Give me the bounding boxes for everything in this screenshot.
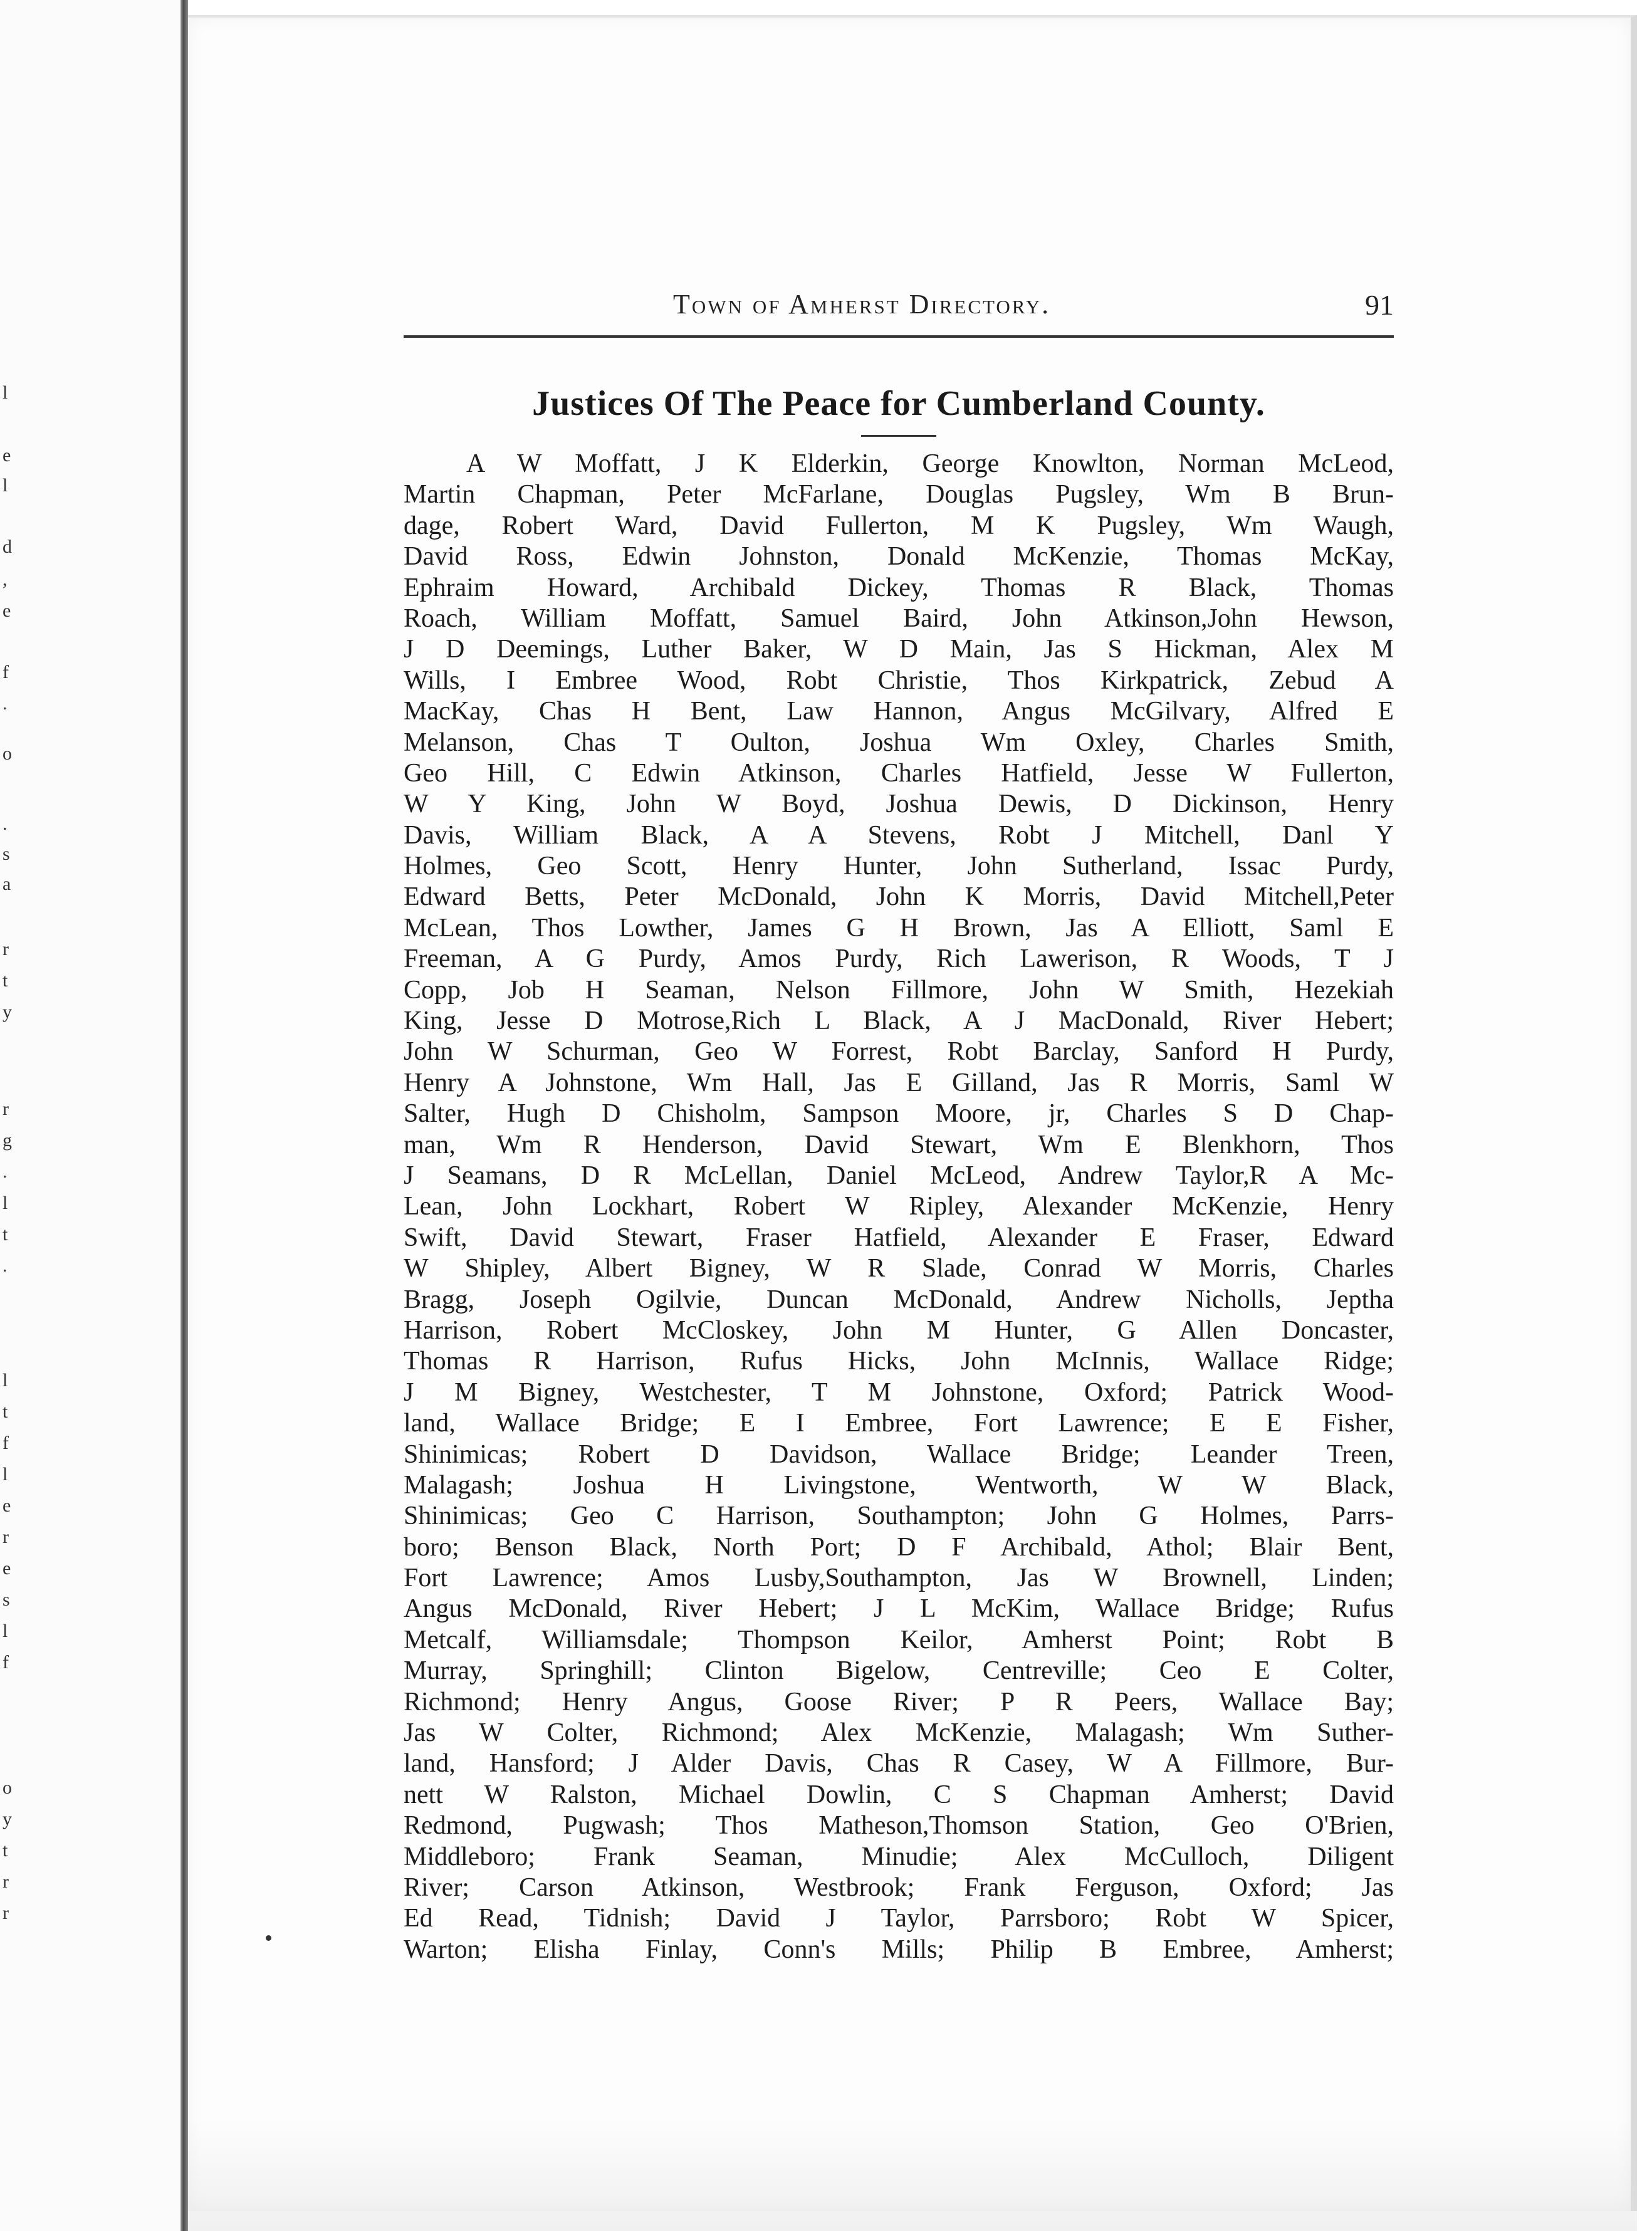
text-line: Middleboro; Frank Seaman, Minudie; Alex McCulloch, Diligent bbox=[404, 1842, 1394, 1871]
previous-page-edge bbox=[0, 0, 183, 2231]
margin-fragment: s bbox=[3, 1589, 10, 1610]
text-line: Ephraim Howard, Archibald Dickey, Thomas R Black, Thomas bbox=[404, 573, 1394, 602]
margin-fragment: l bbox=[3, 475, 8, 496]
margin-fragment: y bbox=[3, 1809, 12, 1829]
text-line: Warton; Elisha Finlay, Conn's Mills; Philip B Embree, Amherst; bbox=[404, 1935, 1394, 1964]
binding-gutter bbox=[180, 0, 188, 2231]
page-bottom-shadow bbox=[188, 2118, 1637, 2231]
margin-fragment: t bbox=[3, 1224, 8, 1245]
text-line: Lean, John Lockhart, Robert W Ripley, Alexander McKenzie, Henry bbox=[404, 1192, 1394, 1221]
text-line: Ed Read, Tidnish; David J Taylor, Parrsboro; Robt W Spicer, bbox=[404, 1904, 1394, 1933]
margin-fragment: r bbox=[3, 1099, 9, 1119]
text-line: Bragg, Joseph Ogilvie, Duncan McDonald, Andrew Nicholls, Jeptha bbox=[404, 1285, 1394, 1314]
text-line: Wills, I Embree Wood, Robt Christie, Thos Kirkpatrick, Zebud A bbox=[404, 666, 1394, 695]
margin-fragment: . bbox=[3, 693, 8, 714]
margin-fragment: r bbox=[3, 1527, 9, 1547]
margin-fragment: l bbox=[3, 1621, 8, 1641]
margin-fragment: e bbox=[3, 1558, 11, 1579]
margin-fragment: r bbox=[3, 1871, 9, 1892]
margin-fragment: e bbox=[3, 445, 11, 466]
margin-fragment: e bbox=[3, 600, 11, 621]
text-line: W Shipley, Albert Bigney, W R Slade, Conrad W Morris, Charles bbox=[404, 1254, 1394, 1283]
text-line: River; Carson Atkinson, Westbrook; Frank Ferguson, Oxford; Jas bbox=[404, 1873, 1394, 1902]
text-line: Shinimicas; Robert D Davidson, Wallace Bridge; Leander Treen, bbox=[404, 1439, 1394, 1469]
running-head bbox=[404, 288, 1394, 332]
text-line: Salter, Hugh D Chisholm, Sampson Moore, jr, Charles S D Chap- bbox=[404, 1099, 1394, 1129]
margin-fragment: y bbox=[3, 1001, 12, 1022]
text-line: McLean, Thos Lowther, James G H Brown, Jas A Elliott, Saml E bbox=[404, 913, 1394, 943]
text-line: W Y King, John W Boyd, Joshua Dewis, D Dickinson, Henry bbox=[404, 790, 1394, 819]
text-line: A W Moffatt, J K Elderkin, George Knowlton, Norman McLeod, bbox=[466, 449, 1394, 478]
text-line: land, Hansford; J Alder Davis, Chas R Casey, W A Fillmore, Bur- bbox=[404, 1749, 1394, 1779]
previous-page-margin-text bbox=[0, 0, 38, 2231]
text-line bbox=[404, 1965, 1394, 1996]
text-line: Freeman, A G Purdy, Amos Purdy, Rich Lawerison, R Woods, T J bbox=[404, 944, 1394, 974]
text-line: J M Bigney, Westchester, T M Johnstone, Oxford; Patrick Wood- bbox=[404, 1377, 1394, 1407]
margin-fragment: , bbox=[3, 569, 8, 590]
running-head-rule bbox=[404, 335, 1394, 338]
margin-fragment: t bbox=[3, 1401, 8, 1422]
text-line: Metcalf, Williamsdale; Thompson Keilor, Amherst Point; Robt B bbox=[404, 1625, 1394, 1654]
text-line: Swift, David Stewart, Fraser Hatfield, Alexander E Fraser, Edward bbox=[404, 1223, 1394, 1252]
margin-fragment: l bbox=[3, 1464, 8, 1485]
text-line: MacKay, Chas H Bent, Law Hannon, Angus McGilvary, Alfred E bbox=[404, 697, 1394, 726]
margin-fragment: f bbox=[3, 1652, 9, 1673]
text-line: Roach, William Moffatt, Samuel Baird, John Atkinson,John Hewson, bbox=[404, 603, 1394, 633]
text-line: Harrison, Robert McCloskey, John M Hunter, G Allen Doncaster, bbox=[404, 1315, 1394, 1345]
page-number: 91 bbox=[1365, 289, 1394, 321]
text-line: land, Wallace Bridge; E I Embree, Fort Lawrence; E E Fisher, bbox=[404, 1409, 1394, 1438]
text-line: nett W Ralston, Michael Dowlin, C S Chapman Amherst; David bbox=[404, 1780, 1394, 1809]
text-line: Holmes, Geo Scott, Henry Hunter, John Sutherland, Issac Purdy, bbox=[404, 852, 1394, 881]
margin-fragment: d bbox=[3, 536, 12, 557]
margin-fragment: e bbox=[3, 1495, 11, 1516]
margin-fragment: . bbox=[3, 1255, 8, 1276]
margin-fragment: . bbox=[3, 1161, 8, 1182]
justices-list bbox=[404, 449, 1394, 1997]
margin-fragment: . bbox=[3, 813, 8, 834]
text-line: Davis, William Black, A A Stevens, Robt J Mitchell, Danl Y bbox=[404, 820, 1394, 850]
margin-fragment: r bbox=[3, 1903, 9, 1923]
text-line: Thomas R Harrison, Rufus Hicks, John McInnis, Wallace Ridge; bbox=[404, 1347, 1394, 1376]
margin-fragment: o bbox=[3, 1777, 12, 1798]
margin-fragment: s bbox=[3, 844, 10, 864]
text-line: Melanson, Chas T Oulton, Joshua Wm Oxley, Charles Smith, bbox=[404, 728, 1394, 757]
text-line: J D Deemings, Luther Baker, W D Main, Jas S Hickman, Alex M bbox=[404, 635, 1394, 664]
text-line: King, Jesse D Motrose,Rich L Black, A J MacDonald, River Hebert; bbox=[404, 1006, 1394, 1036]
ink-speck bbox=[266, 1935, 271, 1941]
margin-fragment: f bbox=[3, 662, 9, 682]
text-line: Henry A Johnstone, Wm Hall, Jas E Gilland, Jas R Morris, Saml W bbox=[404, 1068, 1394, 1097]
margin-fragment: t bbox=[3, 1840, 8, 1861]
text-line: Richmond; Henry Angus, Goose River; P R Peers, Wallace Bay; bbox=[404, 1687, 1394, 1716]
margin-fragment: a bbox=[3, 874, 11, 894]
text-line: Malagash; Joshua H Livingstone, Wentworth, W W Black, bbox=[404, 1470, 1394, 1500]
text-line: Jas W Colter, Richmond; Alex McKenzie, Malagash; Wm Suther- bbox=[404, 1718, 1394, 1748]
text-line: Martin Chapman, Peter McFarlane, Douglas Pugsley, Wm B Brun- bbox=[404, 480, 1394, 509]
text-line: man, Wm R Henderson, David Stewart, Wm E Blenkhorn, Thos bbox=[404, 1130, 1394, 1159]
text-line: Fort Lawrence; Amos Lusby,Southampton, Jas W Brownell, Linden; bbox=[404, 1564, 1394, 1593]
margin-fragment: l bbox=[3, 1193, 8, 1213]
margin-fragment: g bbox=[3, 1130, 12, 1151]
text-line: Shinimicas; Geo C Harrison, Southampton; John G Holmes, Parrs- bbox=[404, 1502, 1394, 1531]
text-line: Copp, Job H Seaman, Nelson Fillmore, John W Smith, Hezekiah bbox=[404, 975, 1394, 1005]
margin-fragment: f bbox=[3, 1433, 9, 1453]
text-line: Edward Betts, Peter McDonald, John K Morris, David Mitchell,Peter bbox=[404, 882, 1394, 912]
text-line: David Ross, Edwin Johnston, Donald McKenzie, Thomas McKay, bbox=[404, 542, 1394, 572]
text-line: Murray, Springhill; Clinton Bigelow, Centreville; Ceo E Colter, bbox=[404, 1656, 1394, 1686]
margin-fragment: o bbox=[3, 743, 12, 764]
text-line: Angus McDonald, River Hebert; J L McKim, Wallace Bridge; Rufus bbox=[404, 1594, 1394, 1624]
running-head-title: Town of Amherst Directory. bbox=[673, 289, 1051, 320]
margin-fragment: l bbox=[3, 1370, 8, 1391]
text-line: dage, Robert Ward, David Fullerton, M K Pugsley, Wm Waugh, bbox=[404, 511, 1394, 540]
margin-fragment: l bbox=[3, 382, 8, 403]
margin-fragment: r bbox=[3, 939, 9, 959]
text-line: boro; Benson Black, North Port; D F Archibald, Athol; Blair Bent, bbox=[404, 1532, 1394, 1562]
margin-fragment: t bbox=[3, 970, 8, 991]
text-line: Geo Hill, C Edwin Atkinson, Charles Hatfield, Jesse W Fullerton, bbox=[404, 758, 1394, 788]
text-line: Redmond, Pugwash; Thos Matheson,Thomson Station, Geo O'Brien, bbox=[404, 1811, 1394, 1841]
title-rule bbox=[861, 435, 936, 437]
section-title: Justices Of The Peace for Cumberland County. bbox=[532, 384, 1265, 423]
text-line: John W Schurman, Geo W Forrest, Robt Barclay, Sanford H Purdy, bbox=[404, 1037, 1394, 1067]
text-line: J Seamans, D R McLellan, Daniel McLeod, Andrew Taylor,R A Mc- bbox=[404, 1161, 1394, 1190]
